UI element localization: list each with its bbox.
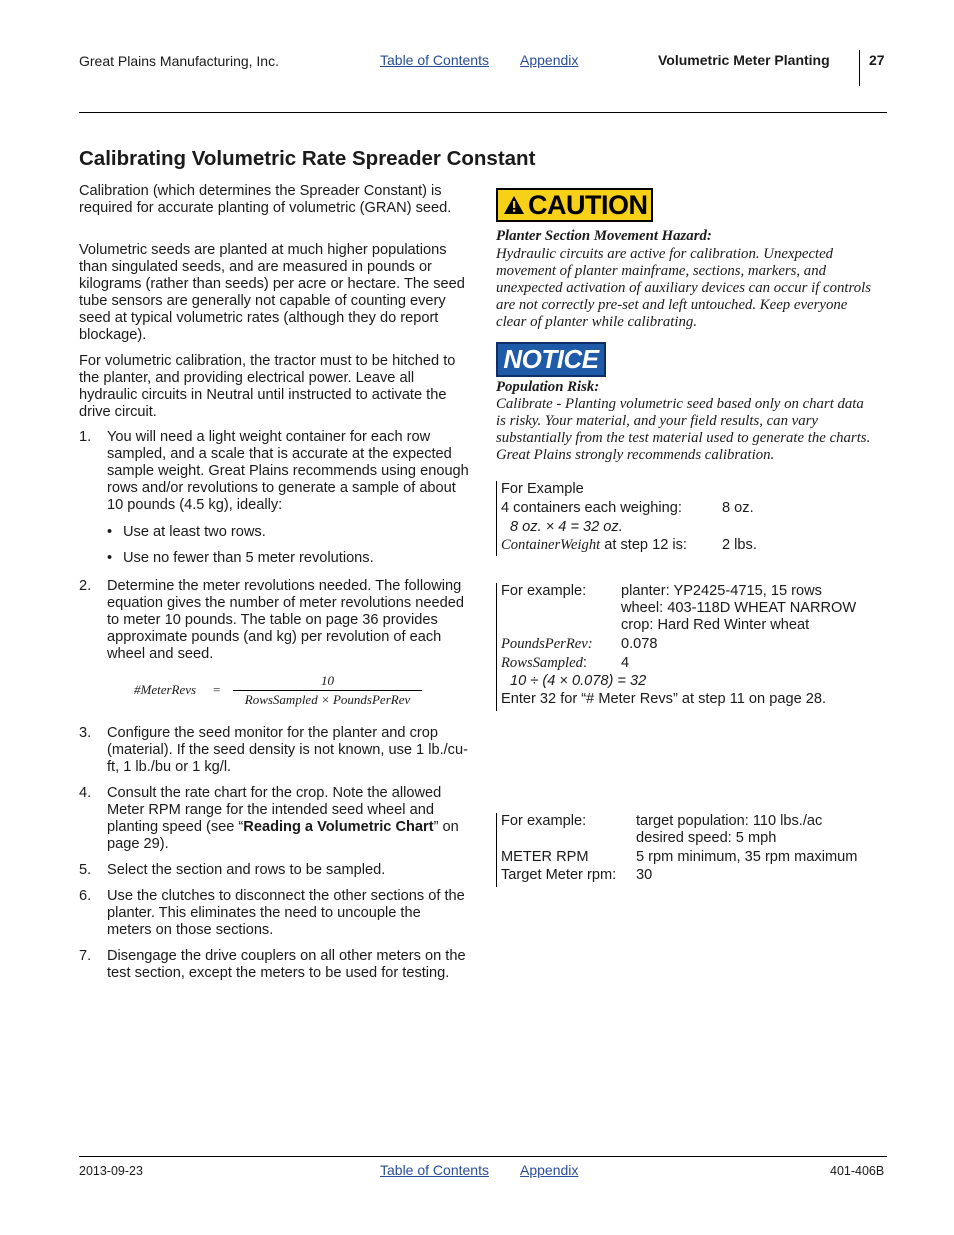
bullet-item: Use no fewer than 5 meter revolutions. (123, 550, 374, 566)
footer-rule (79, 1156, 887, 1157)
intro-para-1: Calibration (which determines the Spreader Constant) is required for accurate planting of volumetric (GRAN) seed. (79, 183, 452, 216)
example-3-target-label: Target Meter rpm: (501, 867, 617, 883)
footer-doc-number: 401-406B (830, 1164, 885, 1178)
footer-date: 2013-09-23 (79, 1164, 143, 1178)
example-2-ppr-label: PoundsPerRev: (501, 636, 593, 652)
example-2-calc: 10 ÷ (4 × 0.078) = 32 (510, 673, 647, 689)
notice-heading: Population Risk: (496, 379, 600, 395)
example-2-planter: planter: YP2425-4715, 15 rows (621, 583, 822, 599)
warning-triangle-icon (503, 195, 525, 215)
notice-text: Calibrate - Planting volumetric seed based only on chart data is risky. Your material, and your field results, can vary substantially from the test material used to generate the charts. Great Plains strongly recommends calibration. (496, 396, 871, 463)
step-2-number: 2. (79, 578, 92, 594)
step-6-number: 6. (79, 888, 92, 904)
header-company: Great Plains Manufacturing, Inc. (79, 53, 279, 69)
example-1-title: For Example (501, 481, 584, 497)
step-2-text: Determine the meter revolutions needed. The following equation gives the number of meter revolutions needed to meter 10 pounds. The table on page 36 provides approximate pounds (and kg) per revolution of each wheel and seed. (107, 578, 464, 662)
example-2-enter: Enter 32 for “# Meter Revs” at step 11 on page 28. (501, 691, 827, 707)
example-3-target-pop: target population: 110 lbs./ac (636, 813, 823, 829)
example-1-calc: 8 oz. × 4 = 32 oz. (510, 519, 623, 535)
step-5-text: Select the section and rows to be sampled. (107, 862, 386, 878)
step-3-number: 3. (79, 725, 92, 741)
step-7-number: 7. (79, 948, 92, 964)
caution-banner (496, 188, 653, 222)
step-5-number: 5. (79, 862, 92, 878)
header-rule (79, 112, 887, 113)
example-3-speed: desired speed: 5 mph (636, 830, 777, 846)
intro-para-2: Volumetric seeds are planted at much higher populations than singulated seeds, and are measured in pounds or kilograms (rather than seeds) per acre or hectare. The seed tube sensors are generally not capable of counting every seed at typical volumetric rates (although they do report blockage). (79, 242, 465, 343)
example-box-1 (496, 481, 887, 556)
example-1-row-label: 4 containers each weighing: (501, 500, 682, 516)
formula-denominator: RowsSampled × PoundsPerRev (244, 692, 411, 707)
step-6-text: Use the clutches to disconnect the other sections of the planter. This eliminates the need to uncouple the meters on those sections. (107, 888, 465, 938)
formula-fraction-bar (233, 690, 422, 691)
example-1-step-label: ContainerWeight at step 12 is: (501, 537, 687, 553)
step-4-number: 4. (79, 785, 92, 801)
page-title: Calibrating Volumetric Rate Spreader Constant (79, 147, 536, 170)
example-2-wheel: wheel: 403-118D WHEAT NARROW (621, 600, 857, 616)
example-3-rpm-label: METER RPM (501, 849, 589, 865)
step-1-number: 1. (79, 429, 92, 445)
notice-banner (496, 342, 606, 377)
page-number: 27 (869, 52, 885, 68)
caution-heading: Planter Section Movement Hazard: (496, 228, 712, 244)
example-2-rs-label: RowsSampled: (501, 655, 587, 671)
example-3-label: For example: (501, 813, 587, 829)
step-7-text: Disengage the drive couplers on all other meters on the test section, except the meters to be used for testing. (107, 948, 466, 981)
example-3-target-value: 30 (636, 867, 653, 883)
caution-text: Hydraulic circuits are active for calibration. Unexpected movement of planter mainframe, sections, markers, and unexpected activation of auxiliary devices can occur if controls are not correctly pre-set and left untouched. Keep everyone clear of planter while calibrating. (496, 246, 872, 330)
example-box-3 (496, 813, 887, 887)
bullet-icon: • (107, 550, 113, 566)
bullet-icon: • (107, 524, 113, 540)
header-appendix-link[interactable]: Appendix (520, 52, 579, 68)
header-toc-link[interactable]: Table of Contents (380, 52, 489, 68)
example-3-rpm-value: 5 rpm minimum, 35 rpm maximum (636, 849, 858, 865)
example-box-2 (496, 583, 887, 711)
chart-reference: Reading a Volumetric Chart (243, 819, 434, 835)
step-1-text: You will need a light weight container for each row sampled, and a scale that is accurate at the expected sample weight. Great Plains recommends using enough rows and/or revolutions to generate a sample of about 10 pounds (4.5 kg), ideally: (107, 429, 469, 513)
intro-para-3: For volumetric calibration, the tractor must to be hitched to the planter, and providing electrical power. Leave all hydraulic circuits in Neutral until instructed to activate the drive circuit. (79, 353, 456, 420)
example-2-label: For example: (501, 583, 587, 599)
header-divider (859, 50, 860, 86)
example-1-step-value: 2 lbs. (722, 537, 757, 553)
example-2-crop: crop: Hard Red Winter wheat (621, 617, 810, 633)
example-2-rs-value: 4 (621, 655, 630, 671)
caution-label: CAUTION (528, 189, 648, 220)
footer-toc-link[interactable]: Table of Contents (380, 1162, 489, 1178)
step-4-text: Consult the rate chart for the crop. Note the allowed Meter RPM range for the intended seed wheel and planting speed (see “Reading a Volumetric Chart” on page 29). (107, 785, 459, 852)
notice-label: NOTICE (503, 344, 599, 374)
example-2-ppr-value: 0.078 (621, 636, 658, 652)
step-3-text: Configure the seed monitor for the planter and crop (material). If the seed density is not known, use 1 lb./cu-ft, 1 lb./bu or 1 kg/l. (107, 725, 468, 775)
example-1-row-value: 8 oz. (722, 500, 754, 516)
formula-lhs: #MeterRevs (134, 682, 197, 697)
bullet-item: Use at least two rows. (123, 524, 266, 540)
footer-appendix-link[interactable]: Appendix (520, 1162, 579, 1178)
formula-equals: = (213, 682, 221, 697)
header-section: Volumetric Meter Planting (658, 52, 830, 68)
formula-numerator: 10 (321, 673, 334, 688)
